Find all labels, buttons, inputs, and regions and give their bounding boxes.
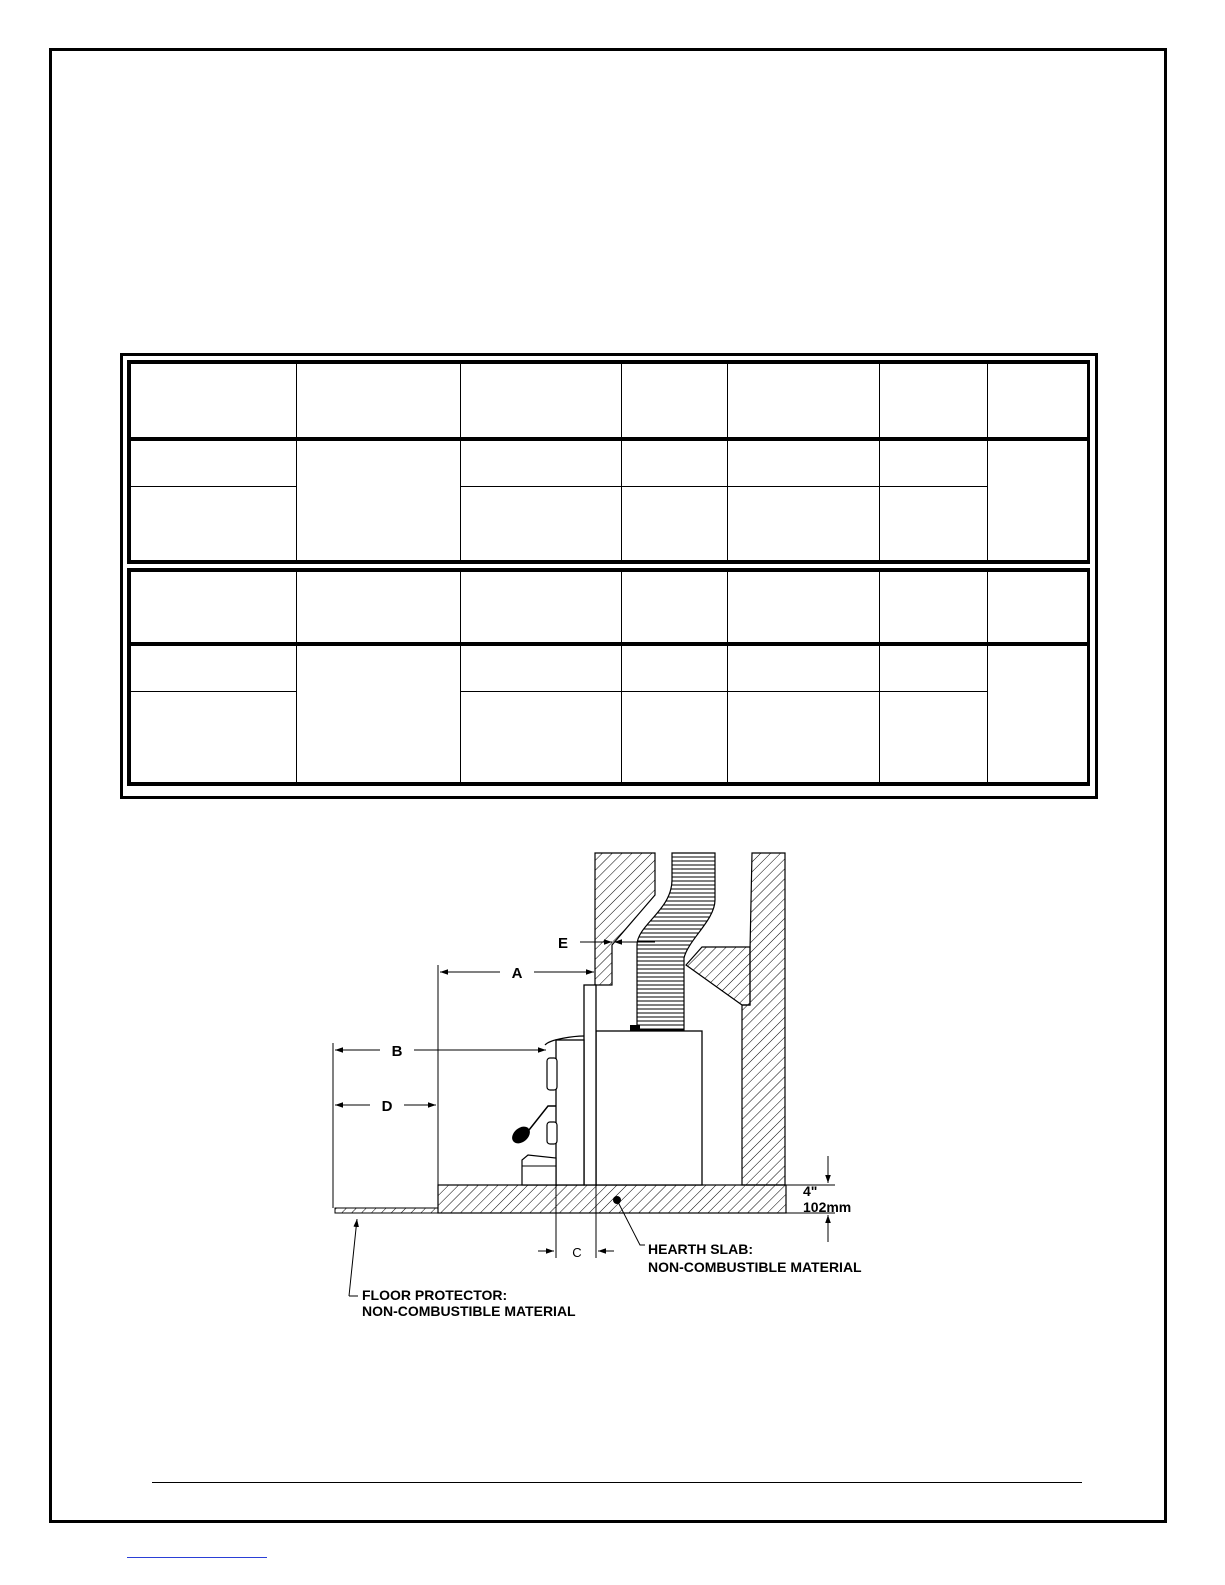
handle-knob-icon [509,1123,533,1147]
floor-protector [335,1208,438,1213]
link-underline[interactable] [127,1557,267,1558]
surround-panel [584,985,596,1185]
dimension-b-label: B [391,1043,403,1060]
dimension-d-label: D [381,1098,393,1115]
hinge-bottom [547,1122,557,1144]
height-imperial-label: 4" [803,1183,818,1199]
hearth-label-line2: NON-COMBUSTIBLE MATERIAL [648,1259,862,1275]
dimension-e-label: E [557,935,569,952]
floor-label-line2: NON-COMBUSTIBLE MATERIAL [362,1303,576,1319]
hearth-slab [438,1185,786,1213]
liner-collar [630,1025,640,1031]
footer-rule [152,1482,1082,1483]
chimney-right-wall [742,853,785,1185]
height-metric-label: 102mm [803,1199,852,1215]
hinge-top [547,1058,557,1090]
insert-body [596,1031,702,1185]
hearth-label-line1: HEARTH SLAB: [648,1241,753,1257]
insert-door [556,1040,584,1185]
dimension-c-label: C [572,1245,582,1260]
ash-lip [522,1155,556,1185]
dimension-a-label: A [511,965,523,982]
floor-label-line1: FLOOR PROTECTOR: [362,1287,508,1303]
smoke-shelf [686,947,750,1005]
